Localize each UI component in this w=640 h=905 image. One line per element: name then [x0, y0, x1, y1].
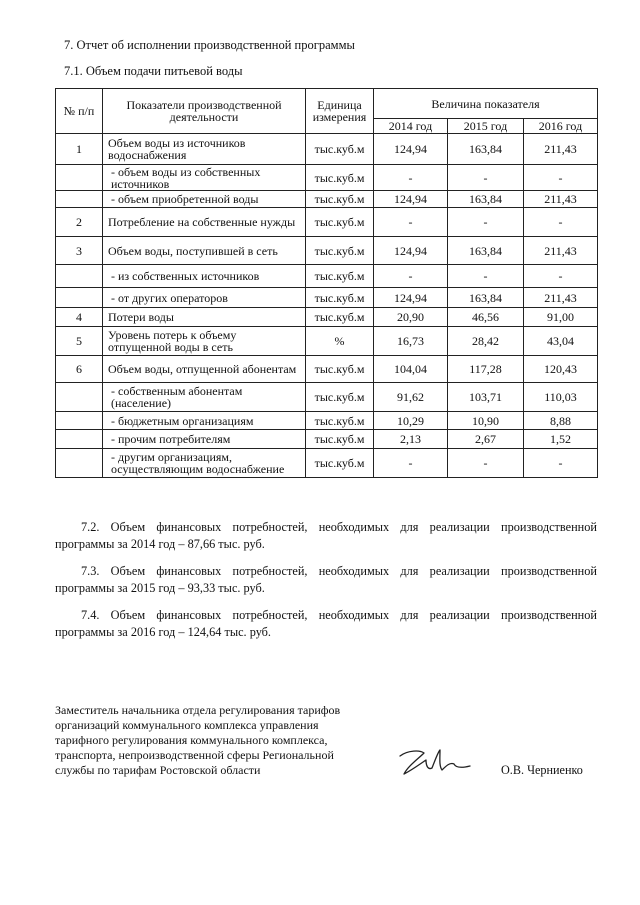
- value-2014: 10,29: [374, 412, 448, 430]
- value-2014: -: [374, 165, 448, 191]
- row-number: [56, 412, 103, 430]
- value-2016: -: [524, 165, 598, 191]
- table-row: [56, 165, 598, 191]
- header-indicator: Показатели производственной деятельности: [103, 89, 306, 134]
- value-2016: 211,43: [524, 191, 598, 208]
- unit-cell: тыс.куб.м: [306, 412, 374, 430]
- value-2016: 211,43: [524, 237, 598, 265]
- table-row: [56, 327, 598, 356]
- value-2015: -: [448, 208, 524, 237]
- value-2015: 117,28: [448, 356, 524, 383]
- value-2015: -: [448, 165, 524, 191]
- value-2014: 124,94: [374, 237, 448, 265]
- unit-cell: тыс.куб.м: [306, 191, 374, 208]
- header-num: № п/п: [56, 89, 103, 134]
- value-2016: -: [524, 265, 598, 288]
- unit-cell: тыс.куб.м: [306, 208, 374, 237]
- indicator-name: - от других операторов: [103, 288, 306, 308]
- indicator-name: - из собственных источников: [103, 265, 306, 288]
- header-row: [56, 89, 598, 119]
- unit-cell: тыс.куб.м: [306, 308, 374, 327]
- value-2015: 163,84: [448, 288, 524, 308]
- paragraph-7-3: 7.3. Объем финансовых потребностей, необходимых для реализации производственной программы за 2015 год – 93,33 тыс. руб.: [55, 564, 597, 595]
- unit-cell: тыс.куб.м: [306, 288, 374, 308]
- indicator-name: Объем воды из источников водоснабжения: [103, 134, 306, 165]
- value-2015: 10,90: [448, 412, 524, 430]
- unit-cell: тыс.куб.м: [306, 165, 374, 191]
- indicator-name: Потребление на собственные нужды: [103, 208, 306, 237]
- indicator-name: - прочим потребителям: [103, 430, 306, 449]
- row-number: 3: [56, 237, 103, 265]
- indicator-name: Объем воды, поступившей в сеть: [103, 237, 306, 265]
- value-2014: 16,73: [374, 327, 448, 356]
- indicator-name: - объем приобретенной воды: [103, 191, 306, 208]
- value-2016: 211,43: [524, 134, 598, 165]
- table-row: [56, 191, 598, 208]
- value-2014: 104,04: [374, 356, 448, 383]
- unit-cell: тыс.куб.м: [306, 134, 374, 165]
- position-line: организаций коммунального комплекса управления: [55, 718, 319, 732]
- table-row: [56, 430, 598, 449]
- value-2015: 2,67: [448, 430, 524, 449]
- row-number: [56, 265, 103, 288]
- subsection-heading: 7.1. Объем подачи питьевой воды: [64, 64, 243, 78]
- row-number: [56, 383, 103, 412]
- table-row: [56, 356, 598, 383]
- water-supply-table: [55, 88, 598, 478]
- value-2014: -: [374, 265, 448, 288]
- row-number: [56, 288, 103, 308]
- value-2015: 103,71: [448, 383, 524, 412]
- value-2016: 120,43: [524, 356, 598, 383]
- table-row: [56, 134, 598, 165]
- value-2016: 211,43: [524, 288, 598, 308]
- value-2014: 124,94: [374, 288, 448, 308]
- value-2015: 28,42: [448, 327, 524, 356]
- value-2016: 43,04: [524, 327, 598, 356]
- header-unit: Единица измерения: [306, 89, 374, 134]
- indicator-name: - объем воды из собственных источников: [103, 165, 306, 191]
- value-2015: -: [448, 265, 524, 288]
- header-year-2015: 2015 год: [448, 119, 524, 134]
- value-2016: 91,00: [524, 308, 598, 327]
- row-number: 6: [56, 356, 103, 383]
- header-year-2014: 2014 год: [374, 119, 448, 134]
- row-number: [56, 165, 103, 191]
- section-heading: 7. Отчет об исполнении производственной программы: [64, 38, 355, 52]
- row-number: 1: [56, 134, 103, 165]
- row-number: 4: [56, 308, 103, 327]
- value-2015: 163,84: [448, 191, 524, 208]
- row-number: 5: [56, 327, 103, 356]
- row-number: 2: [56, 208, 103, 237]
- unit-cell: %: [306, 327, 374, 356]
- value-2015: -: [448, 449, 524, 478]
- value-2016: 110,03: [524, 383, 598, 412]
- unit-cell: тыс.куб.м: [306, 449, 374, 478]
- signatory-position: [55, 703, 385, 778]
- paragraph-7-4: 7.4. Объем финансовых потребностей, необходимых для реализации производственной программы за 2016 год – 124,64 тыс. руб.: [55, 608, 597, 639]
- value-2014: 124,94: [374, 134, 448, 165]
- unit-cell: тыс.куб.м: [306, 383, 374, 412]
- indicator-name: Объем воды, отпущенной абонентам: [103, 356, 306, 383]
- unit-cell: тыс.куб.м: [306, 237, 374, 265]
- position-line: службы по тарифам Ростовской области: [55, 763, 261, 777]
- value-2014: -: [374, 449, 448, 478]
- position-line: Заместитель начальника отдела регулирования тарифов: [55, 703, 341, 717]
- table-row: [56, 265, 598, 288]
- value-2015: 46,56: [448, 308, 524, 327]
- position-line: транспорта, непроизводственной сферы Региональной: [55, 748, 334, 762]
- value-2015: 163,84: [448, 134, 524, 165]
- table-row: [56, 383, 598, 412]
- indicator-name: Уровень потерь к объему отпущенной воды в сеть: [103, 327, 306, 356]
- value-2014: 91,62: [374, 383, 448, 412]
- signer-name: О.В. Черниенко: [501, 763, 583, 777]
- table-row: [56, 208, 598, 237]
- value-2016: 8,88: [524, 412, 598, 430]
- unit-cell: тыс.куб.м: [306, 430, 374, 449]
- table-row: [56, 308, 598, 327]
- value-2014: -: [374, 208, 448, 237]
- indicator-name: - бюджетным организациям: [103, 412, 306, 430]
- value-2016: -: [524, 449, 598, 478]
- row-number: [56, 430, 103, 449]
- table-row: [56, 288, 598, 308]
- value-2014: 2,13: [374, 430, 448, 449]
- handwritten-signature: [394, 744, 474, 780]
- indicator-name: - собственным абонентам (население): [103, 383, 306, 412]
- table-row: [56, 412, 598, 430]
- unit-cell: тыс.куб.м: [306, 356, 374, 383]
- row-number: [56, 449, 103, 478]
- row-number: [56, 191, 103, 208]
- table-row: [56, 449, 598, 478]
- unit-cell: тыс.куб.м: [306, 265, 374, 288]
- header-year-2016: 2016 год: [524, 119, 598, 134]
- value-2016: -: [524, 208, 598, 237]
- value-2014: 124,94: [374, 191, 448, 208]
- value-2016: 1,52: [524, 430, 598, 449]
- position-line: тарифного регулирования коммунального комплекса,: [55, 733, 328, 747]
- table-row: [56, 237, 598, 265]
- paragraph-7-2: 7.2. Объем финансовых потребностей, необходимых для реализации производственной программы за 2014 год – 87,66 тыс. руб.: [55, 520, 597, 551]
- indicator-name: Потери воды: [103, 308, 306, 327]
- indicator-name: - другим организациям, осуществляющим водоснабжение: [103, 449, 306, 478]
- header-value: Величина показателя: [374, 89, 598, 119]
- value-2015: 163,84: [448, 237, 524, 265]
- value-2014: 20,90: [374, 308, 448, 327]
